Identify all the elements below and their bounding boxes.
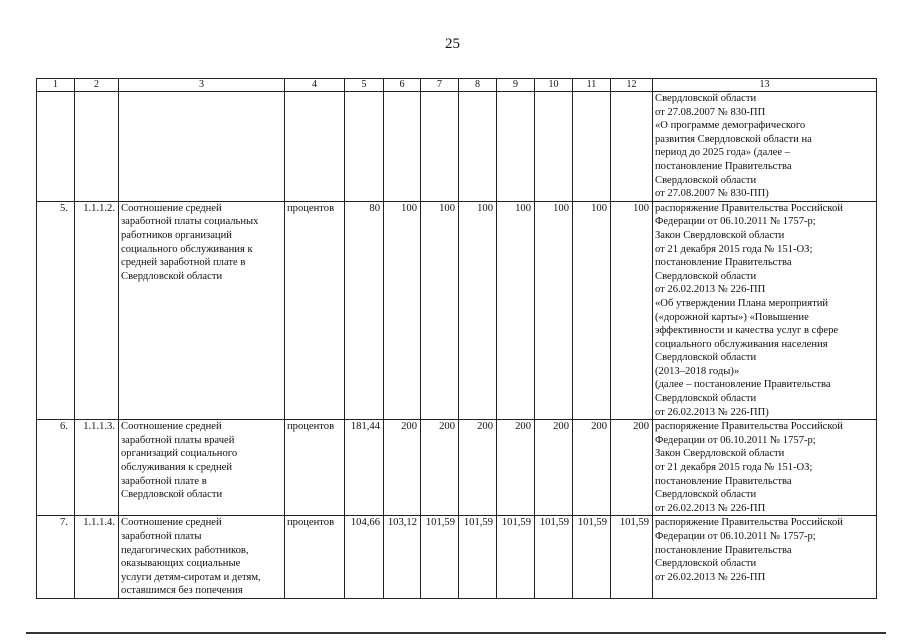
legal-basis-line: постановление Правительства <box>655 160 792 172</box>
indicator-name-line: средней заработной плате в <box>121 257 246 269</box>
column-header: 2 <box>75 79 119 92</box>
column-header: 8 <box>459 79 497 92</box>
legal-basis-line: Свердловской области <box>655 174 757 186</box>
indicator-value <box>573 92 611 202</box>
legal-basis-line: от 26.02.2013 № 226-ПП <box>655 502 766 514</box>
row-number: 7. <box>37 516 75 599</box>
column-header: 13 <box>653 79 877 92</box>
legal-basis-line: от 21 декабря 2015 года № 151-ОЗ; <box>655 243 813 255</box>
legal-basis-line: распоряжение Правительства Российской <box>655 202 843 214</box>
indicator-value: 200 <box>497 420 535 516</box>
indicator-value: 101,59 <box>497 516 535 599</box>
indicator-name-line: Соотношение средней <box>121 517 222 529</box>
indicator-name-line: оставшимся без попечения <box>121 585 243 597</box>
indicator-value <box>459 92 497 202</box>
indicator-table <box>36 78 877 599</box>
indicator-value: 101,59 <box>573 516 611 599</box>
legal-basis-line: (2013–2018 годы)» <box>655 365 740 377</box>
legal-basis-line: Свердловской области <box>655 270 757 282</box>
legal-basis-line: постановление Правительства <box>655 544 792 556</box>
table-row <box>37 516 877 599</box>
legal-basis <box>653 420 877 516</box>
indicator-value: 104,66 <box>345 516 384 599</box>
legal-basis-line: Свердловской области <box>655 489 757 501</box>
indicator-value: 101,59 <box>611 516 653 599</box>
legal-basis-line: Федерации от 06.10.2011 № 1757-р; <box>655 531 816 542</box>
legal-basis-line: постановление Правительства <box>655 475 792 487</box>
column-header: 10 <box>535 79 573 92</box>
legal-basis-line: «О программе демографического <box>655 120 806 132</box>
indicator-name-line: заработной платы социальных <box>121 216 259 228</box>
row-number <box>37 92 75 202</box>
indicator-name-line: Свердловской области <box>121 489 223 501</box>
legal-basis-line: Свердловской области <box>655 393 757 405</box>
indicator-value: 100 <box>421 201 459 420</box>
legal-basis-line: от 26.02.2013 № 226-ПП) <box>655 406 769 418</box>
column-header: 7 <box>421 79 459 92</box>
legal-basis-line: (далее – постановление Правительства <box>655 379 831 391</box>
legal-basis-line: Закон Свердловской области <box>655 229 785 241</box>
unit-of-measure: процентов <box>285 420 345 516</box>
indicator-name <box>119 516 285 599</box>
legal-basis-line: развития Свердловской области на <box>655 133 812 145</box>
indicator-value <box>384 92 421 202</box>
column-header: 1 <box>37 79 75 92</box>
indicator-value <box>421 92 459 202</box>
legal-basis-line: от 21 декабря 2015 года № 151-ОЗ; <box>655 462 813 474</box>
indicator-name <box>119 201 285 420</box>
legal-basis <box>653 201 877 420</box>
legal-basis-line: Свердловской области <box>655 352 757 364</box>
legal-basis-line: от 26.02.2013 № 226-ПП <box>655 284 766 296</box>
indicator-value: 100 <box>535 201 573 420</box>
unit-of-measure <box>285 92 345 202</box>
indicator-value: 100 <box>384 201 421 420</box>
unit-of-measure: процентов <box>285 516 345 599</box>
table-row <box>37 201 877 420</box>
indicator-value <box>535 92 573 202</box>
legal-basis-line: Свердловской области <box>655 93 757 104</box>
legal-basis <box>653 92 877 202</box>
legal-basis-line: Федерации от 06.10.2011 № 1757-р; <box>655 216 816 228</box>
indicator-name-line: педагогических работников, <box>121 544 249 556</box>
indicator-value: 200 <box>459 420 497 516</box>
indicator-code: 1.1.1.4. <box>75 516 119 599</box>
indicator-name-line: услуги детям-сиротам и детям, <box>121 571 261 583</box>
page-number: 25 <box>445 36 460 52</box>
column-header: 12 <box>611 79 653 92</box>
indicator-name <box>119 92 285 202</box>
column-header: 11 <box>573 79 611 92</box>
indicator-code: 1.1.1.3. <box>75 420 119 516</box>
indicator-value: 101,59 <box>421 516 459 599</box>
indicator-value <box>611 92 653 202</box>
legal-basis-line: социального обслуживания населения <box>655 338 828 350</box>
legal-basis-line: от 26.02.2013 № 226-ПП <box>655 571 766 583</box>
legal-basis-line: распоряжение Правительства Российской <box>655 421 843 433</box>
indicator-value: 200 <box>611 420 653 516</box>
legal-basis-line: «Об утверждении Плана мероприятий <box>655 297 829 309</box>
indicator-value: 181,44 <box>345 420 384 516</box>
table-body <box>37 92 877 599</box>
indicator-value: 101,59 <box>459 516 497 599</box>
indicator-value: 200 <box>421 420 459 516</box>
page-bottom-rule <box>26 632 886 634</box>
legal-basis-line: Федерации от 06.10.2011 № 1757-р; <box>655 434 816 446</box>
indicator-value <box>497 92 535 202</box>
indicator-code: 1.1.1.2. <box>75 201 119 420</box>
indicator-value: 200 <box>573 420 611 516</box>
column-header: 3 <box>119 79 285 92</box>
indicator-value: 100 <box>497 201 535 420</box>
indicator-name-line: Соотношение средней <box>121 202 222 214</box>
table-row <box>37 420 877 516</box>
legal-basis <box>653 516 877 599</box>
legal-basis-line: Свердловской области <box>655 558 757 570</box>
legal-basis-line: эффективности и качества услуг в сфере <box>655 325 839 337</box>
row-number: 5. <box>37 201 75 420</box>
indicator-code <box>75 92 119 202</box>
legal-basis-line: («дорожной карты») «Повышение <box>655 311 809 323</box>
indicator-name-line: организаций социального <box>121 448 238 460</box>
indicator-name-line: Соотношение средней <box>121 421 222 433</box>
legal-basis-line: постановление Правительства <box>655 257 792 269</box>
legal-basis-line: от 27.08.2007 № 830-ПП) <box>655 188 769 200</box>
legal-basis-line: от 27.08.2007 № 830-ПП <box>655 106 766 118</box>
indicator-name-line: Свердловской области <box>121 270 223 282</box>
column-header: 6 <box>384 79 421 92</box>
indicator-name-line: оказывающих социальные <box>121 558 241 570</box>
indicator-value: 100 <box>573 201 611 420</box>
column-header: 4 <box>285 79 345 92</box>
table-row <box>37 92 877 202</box>
indicator-value: 200 <box>535 420 573 516</box>
row-number: 6. <box>37 420 75 516</box>
indicator-name-line: заработной платы врачей <box>121 434 235 446</box>
header-row <box>37 79 877 92</box>
indicator-name-line: работников организаций <box>121 229 232 241</box>
unit-of-measure: процентов <box>285 201 345 420</box>
indicator-name-line: обслуживания к средней <box>121 462 233 474</box>
indicator-value: 100 <box>459 201 497 420</box>
indicator-name-line: социального обслуживания к <box>121 243 253 255</box>
legal-basis-line: распоряжение Правительства Российской <box>655 517 843 529</box>
column-header: 5 <box>345 79 384 92</box>
indicator-value <box>345 92 384 202</box>
column-header: 9 <box>497 79 535 92</box>
indicator-name-line: заработной платы <box>121 531 202 542</box>
indicator-value: 100 <box>611 201 653 420</box>
indicator-name <box>119 420 285 516</box>
legal-basis-line: Закон Свердловской области <box>655 448 785 460</box>
indicator-name-line: заработной плате в <box>121 475 207 487</box>
indicator-value: 101,59 <box>535 516 573 599</box>
indicator-value: 200 <box>384 420 421 516</box>
legal-basis-line: период до 2025 года» (далее – <box>655 147 790 159</box>
indicator-value: 103,12 <box>384 516 421 599</box>
indicator-value: 80 <box>345 201 384 420</box>
